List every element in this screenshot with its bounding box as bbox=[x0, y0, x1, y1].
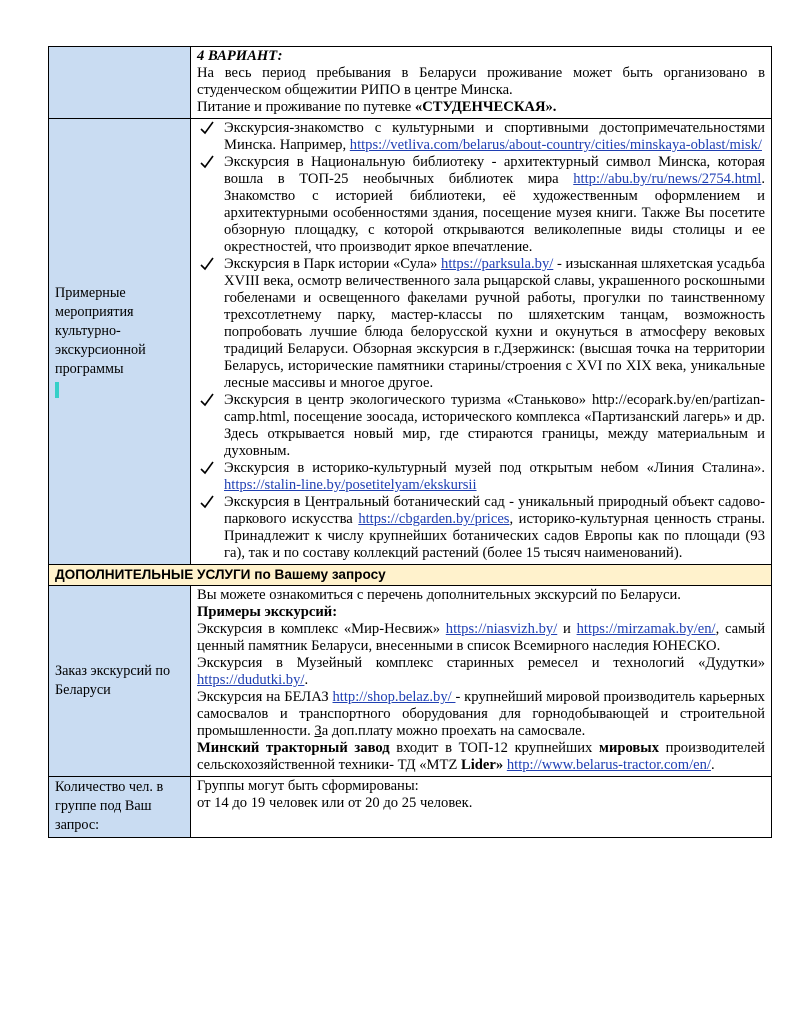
variant-row bbox=[49, 47, 772, 119]
mtz-paragraph: Минский тракторный завод входит в ТОП-12 крупнейших мировых производителей сельскохозяйственной техники- ТД «MTZ Lider» http://www.belarus-tractor.com/en/. bbox=[197, 740, 765, 773]
program-item: Экскурсия в Парк истории «Сула» https://parksula.by/ - изысканная шляхетская усадьба XVIII века, осмотр величественного зала рыцарской славы, украшенного роскошными гобеленами и освещенного факелами ручной работы, прогулки по таинственному трехсотлетнему парку, мастер-классы по шляхетским танцам, возможность попробовать лучшие блюда белорусской кухни и окунуться в атмосферу вековых традиций Беларуси. Обзорная экскурсия в г.Дзержинск: (высшая точка на территории Беларусь, исторические памятники старины/строения с XVI по XIX века, уникальные лесные массивы и многое другое. bbox=[197, 256, 765, 392]
groups-label-cell bbox=[49, 777, 191, 838]
mirzamak-link[interactable]: https://mirzamak.by/en/ bbox=[576, 621, 716, 637]
program-cell bbox=[191, 119, 772, 565]
checkmark-icon bbox=[200, 460, 214, 476]
belaz-paragraph: Экскурсия на БЕЛАЗ http://shop.belaz.by/ - крупнейший мировой производитель карьерных самосвалов и транспортного оборудования для горнодобывающей и строительной промышленности. За доп.плату можно проехать на самосвале. bbox=[197, 689, 765, 739]
variant-cell bbox=[191, 47, 772, 119]
excursion-link[interactable]: http://abu.by/ru/news/2754.html bbox=[573, 171, 762, 187]
groups-spacer bbox=[197, 812, 765, 829]
extra-services-header: ДОПОЛНИТЕЛЬНЫЕ УСЛУГИ по Вашему запросу bbox=[49, 565, 772, 586]
groups-cell bbox=[191, 777, 772, 838]
variant-accommodation-text: На весь период пребывания в Беларуси проживание может быть организовано в студенческом общежитии РИПО в центре Минска. bbox=[197, 65, 765, 98]
checkmark-icon bbox=[200, 120, 214, 136]
excursions-label: Заказ экскурсий по Беларуси bbox=[55, 662, 171, 698]
extra-services-header-row bbox=[49, 565, 772, 586]
groups-line-1: Группы могут быть сформированы: bbox=[197, 778, 419, 794]
program-table bbox=[48, 46, 772, 838]
niasvizh-link[interactable]: https://niasvizh.by/ bbox=[445, 621, 558, 637]
program-item: Экскурсия в центр экологического туризма «Станьково» http://ecopark.by/en/partizan-camp.html, посещение зоосада, исторического комплекса «Партизанский лагерь» и др. Здесь открывается новый мир, где стираются границы, между материальным и духовным. bbox=[197, 392, 765, 460]
program-label: Примерные мероприятия культурно-экскурсионной программы bbox=[55, 285, 146, 377]
text-cursor-marker bbox=[55, 382, 59, 398]
groups-line-2: от 14 до 19 человек или от 20 до 25 человек. bbox=[197, 795, 473, 811]
variant-title: 4 ВАРИАНТ: bbox=[197, 48, 283, 64]
excursions-intro: Вы можете ознакомиться с перечень дополнительных экскурсий по Беларуси. bbox=[197, 587, 681, 603]
excursions-cell bbox=[191, 586, 772, 777]
excursions-label-cell bbox=[49, 586, 191, 777]
variant-meal-line: Питание и проживание по путевке «СТУДЕНЧЕСКАЯ». bbox=[197, 99, 557, 115]
program-item: Экскурсия в историко-культурный музей под открытым небом «Линия Сталина». https://stalin-line.by/posetitelyam/ekskursii bbox=[197, 460, 765, 494]
dudutki-paragraph: Экскурсия в Музейный комплекс старинных ремесел и технологий «Дудутки» https://dudutki.by/. bbox=[197, 655, 765, 688]
checkmark-icon bbox=[200, 256, 214, 272]
program-item: Экскурсия в Национальную библиотеку - архитектурный символ Минска, которая вошла в ТОП-25 необычных библиотек мира http://abu.by/ru/news/2754.html. Знакомство с историей библиотеки, её художественным оформлением и архитектурными особенностями здания, посещение музея книги. Также Вы посетите обзорную площадку, с которой открываются великолепные виды столицы и ее окрестностей, что производит яркое впечатление. bbox=[197, 154, 765, 256]
program-item: Экскурсия-знакомство с культурными и спортивными достопримечательностями Минска. Например, https://vetliva.com/belarus/about-country/cities/minskaya-oblast/misk/ bbox=[197, 120, 765, 154]
excursion-link[interactable]: https://cbgarden.by/prices bbox=[358, 511, 510, 527]
excursion-link[interactable]: https://parksula.by/ bbox=[441, 256, 554, 272]
dudutki-link[interactable]: https://dudutki.by/ bbox=[197, 672, 305, 688]
groups-row bbox=[49, 777, 772, 838]
variant-label-cell bbox=[49, 47, 191, 119]
excursion-link[interactable]: https://vetliva.com/belarus/about-country/cities/minskaya-oblast/misk/ bbox=[349, 137, 762, 153]
program-row bbox=[49, 119, 772, 565]
voucher-name: «СТУДЕНЧЕСКАЯ». bbox=[414, 99, 557, 115]
belarus-tractor-link[interactable]: http://www.belarus-tractor.com/en/ bbox=[506, 757, 711, 773]
program-label-cell bbox=[49, 119, 191, 565]
program-item: Экскурсия в Центральный ботанический сад - уникальный природный объект садово-паркового искусства https://cbgarden.by/prices, историко-культурная ценность страны. Принадлежит к числу крупнейших ботанических садов Европы как по площади (93 га), так и по составу коллекций растений (более 15 тысяч наименований). bbox=[197, 494, 765, 562]
program-list bbox=[197, 120, 765, 562]
excursion-link[interactable]: https://stalin-line.by/posetitelyam/ekskursii bbox=[224, 477, 477, 493]
checkmark-icon bbox=[200, 392, 214, 408]
belaz-link[interactable]: http://shop.belaz.by/ bbox=[332, 689, 456, 705]
mir-nesvizh-paragraph: Экскурсия в комплекс «Мир-Несвиж» https://niasvizh.by/ и https://mirzamak.by/en/, самый ценный памятник Беларуси, внесенными в список Всемирного наследия ЮНЕСКО. bbox=[197, 621, 766, 654]
checkmark-icon bbox=[200, 494, 214, 510]
groups-label: Количество чел. в группе под Ваш запрос: bbox=[55, 779, 164, 833]
checkmark-icon bbox=[200, 154, 214, 170]
examples-title: Примеры экскурсий: bbox=[197, 604, 338, 620]
excursions-row bbox=[49, 586, 772, 777]
